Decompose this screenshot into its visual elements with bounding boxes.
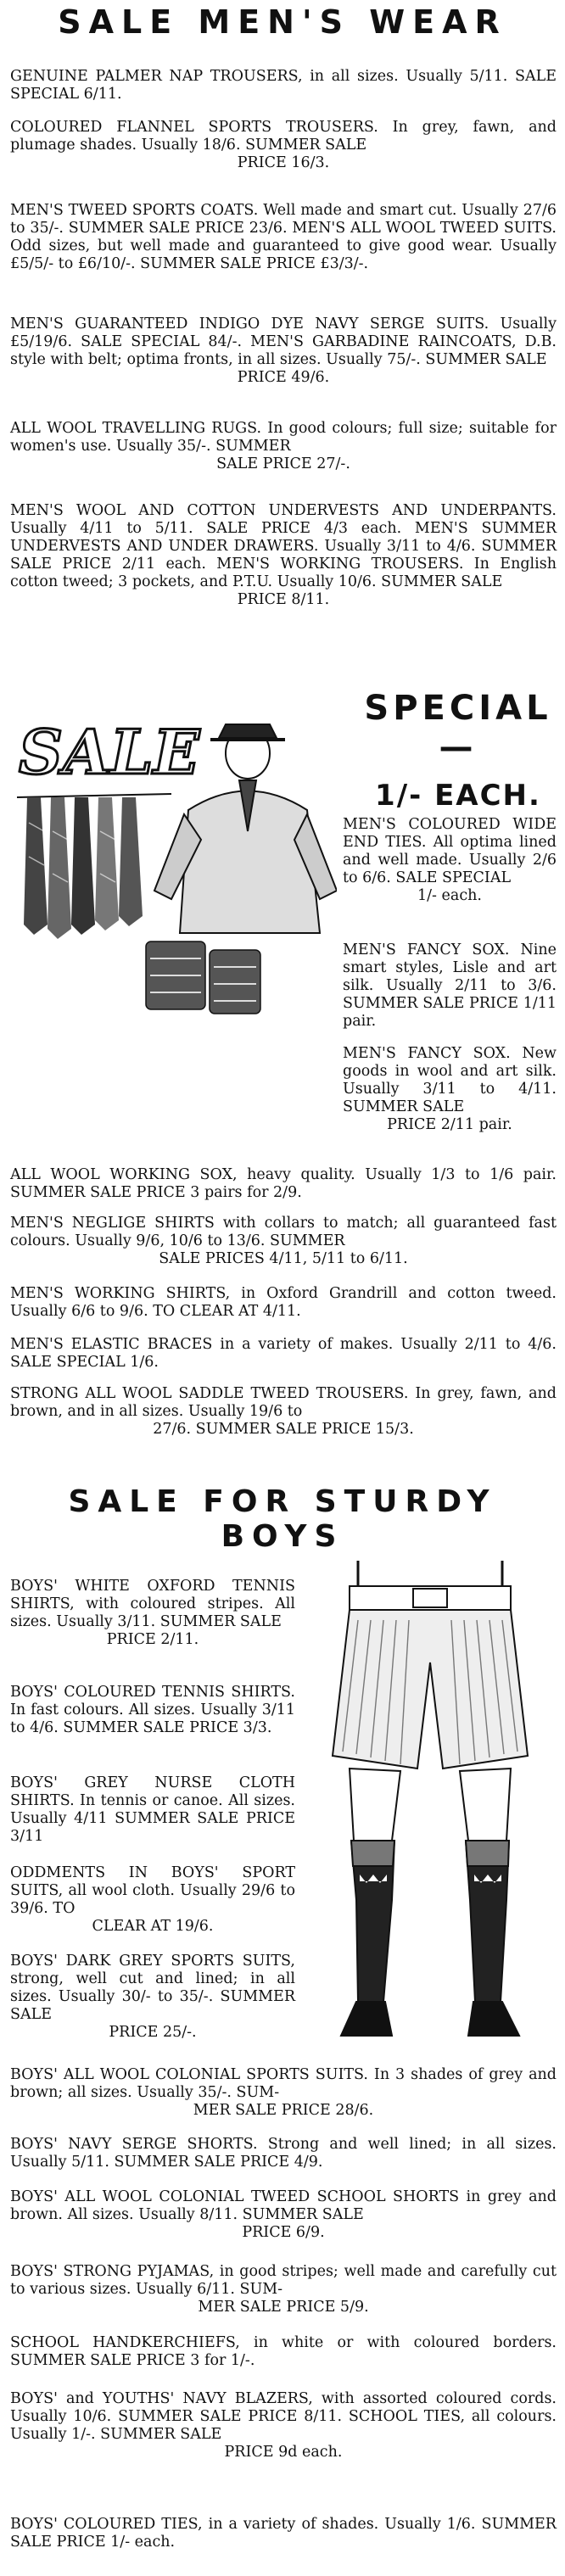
- ad-item: MEN'S WORKING SHIRTS, in Oxford Grandrill and cotton tweed. Usually 6/6 to 9/6. TO CLEAR AT 4/11.: [10, 1285, 557, 1320]
- sale-lettering: SALE: [19, 716, 200, 788]
- ad-item: COLOURED FLANNEL SPORTS TROUSERS. In grey, fawn, and plumage shades. Usually 18/6. SUMMER SALE PRICE 16/3.: [10, 119, 557, 171]
- boys-shorts-illustration: [307, 1561, 553, 2053]
- ad-item: MEN'S TWEED SPORTS COATS. Well made and smart cut. Usually 27/6 to 35/-. SUMMER SALE PRICE 23/6. MEN'S ALL WOOL TWEED SUITS. Odd sizes, but well made and guaranteed to give good wear. Usually £5/5/- to £6/10/-. SUMMER SALE PRICE £3/3/-.: [10, 202, 557, 272]
- ad-item: SCHOOL HANDKERCHIEFS, in white or with coloured borders. SUMMER SALE PRICE 3 for 1/-.: [10, 2334, 557, 2369]
- ad-item: ALL WOOL TRAVELLING RUGS. In good colours; full size; suitable for women's use. Usually 35/-. SUMMER SALE PRICE 27/-.: [10, 420, 557, 472]
- ad-item: MEN'S COLOURED WIDE END TIES. All optima lined and well made. Usually 2/6 to 6/6. SALE SPECIAL 1/- each.: [343, 816, 557, 904]
- ad-item: MEN'S FANCY SOX. New goods in wool and art silk. Usually 3/11 to 4/11. SUMMER SALE PRICE 2/11 pair.: [343, 1045, 557, 1133]
- ad-item: BOYS' WHITE OXFORD TENNIS SHIRTS, with coloured stripes. All sizes. Usually 3/11. SUMMER SALE PRICE 2/11.: [10, 1578, 295, 1648]
- ad-item: BOYS' COLOURED TIES, in a variety of shades. Usually 1/6. SUMMER SALE PRICE 1/- each.: [10, 2516, 557, 2551]
- ad-item: BOYS' ALL WOOL COLONIAL SPORTS SUITS. In 3 shades of grey and brown; all sizes. Usually 35/-. SUM- MER SALE PRICE 28/6.: [10, 2066, 557, 2119]
- sturdy-boys-heading: SALE FOR STURDY BOYS: [68, 1484, 497, 1554]
- ad-item: ODDMENTS IN BOYS' SPORT SUITS, all wool cloth. Usually 29/6 to 39/6. TO CLEAR AT 19/6.: [10, 1864, 295, 1935]
- special-heading: SPECIAL— 1/- EACH.: [364, 689, 552, 813]
- ad-item: BOYS' DARK GREY SPORTS SUITS, strong, well cut and lined; in all sizes. Usually 30/- to 35/-. SUMMER SALE PRICE 25/-.: [10, 1953, 295, 2041]
- ad-item: STRONG ALL WOOL SADDLE TWEED TROUSERS. In grey, fawn, and brown, and in all sizes. Usually 19/6 to 27/6. SUMMER SALE PRICE 15/3.: [10, 1385, 557, 1438]
- ad-item: MEN'S WOOL AND COTTON UNDERVESTS AND UNDERPANTS. Usually 4/11 to 5/11. SALE PRICE 4/3 each. MEN'S SUMMER UNDERVESTS AND UNDER DRAWERS. Usually 3/11 to 4/6. SUMMER SALE PRICE 2/11 each. MEN'S WORKING TROUSERS. In English cotton tweed; 3 pockets, and P.T.U. Usually 10/6. SUMMER SALE PRICE 8/11.: [10, 502, 557, 608]
- ad-item: MEN'S FANCY SOX. Nine smart styles, Lisle and art silk. Usually 2/11 to 3/6. SUMMER SALE PRICE 1/11 pair.: [343, 942, 557, 1030]
- ad-item: BOYS' STRONG PYJAMAS, in good stripes; well made and carefully cut to various sizes. Usually 6/11. SUM- MER SALE PRICE 5/9.: [10, 2263, 557, 2316]
- ad-item: BOYS' and YOUTHS' NAVY BLAZERS, with assorted coloured cords. Usually 10/6. SUMMER SALE PRICE 8/11. SCHOOL TIES, all colours. Usually 1/-. SUMMER SALE PRICE 9d each.: [10, 2390, 557, 2461]
- ad-item: GENUINE PALMER NAP TROUSERS, in all sizes. Usually 5/11. SALE SPECIAL 6/11.: [10, 68, 557, 103]
- ad-item: MEN'S GUARANTEED INDIGO DYE NAVY SERGE SUITS. Usually £5/19/6. SALE SPECIAL 84/-. MEN'S GARBADINE RAINCOATS, D.B. style with belt; optima fronts, in all sizes. Usually 75/-. SUMMER SALE PRICE 49/6.: [10, 316, 557, 386]
- mens-wear-heading: SALE MEN'S WEAR: [58, 3, 507, 41]
- ad-item: BOYS' GREY NURSE CLOTH SHIRTS. In tennis or canoe. All sizes. Usually 4/11 SUMMER SALE PRICE 3/11: [10, 1774, 295, 1845]
- ad-item: BOYS' ALL WOOL COLONIAL TWEED SCHOOL SHORTS in grey and brown. All sizes. Usually 8/11. SUMMER SALE PRICE 6/9.: [10, 2188, 557, 2241]
- sale-ties-illustration: [10, 712, 337, 1022]
- ad-item: ALL WOOL WORKING SOX, heavy quality. Usually 1/3 to 1/6 pair. SUMMER SALE PRICE 3 pairs for 2/9.: [10, 1166, 557, 1201]
- ad-item: MEN'S ELASTIC BRACES in a variety of makes. Usually 2/11 to 4/6. SALE SPECIAL 1/6.: [10, 1336, 557, 1371]
- ad-item: MEN'S NEGLIGE SHIRTS with collars to match; all guaranteed fast colours. Usually 9/6, 10/6 to 13/6. SUMMER SALE PRICES 4/11, 5/11 to 6/11.: [10, 1215, 557, 1267]
- ad-item: BOYS' COLOURED TENNIS SHIRTS. In fast colours. All sizes. Usually 3/11 to 4/6. SUMMER SALE PRICE 3/3.: [10, 1684, 295, 1736]
- ad-item: BOYS' NAVY SERGE SHORTS. Strong and well lined; in all sizes. Usually 5/11. SUMMER SALE PRICE 4/9.: [10, 2136, 557, 2171]
